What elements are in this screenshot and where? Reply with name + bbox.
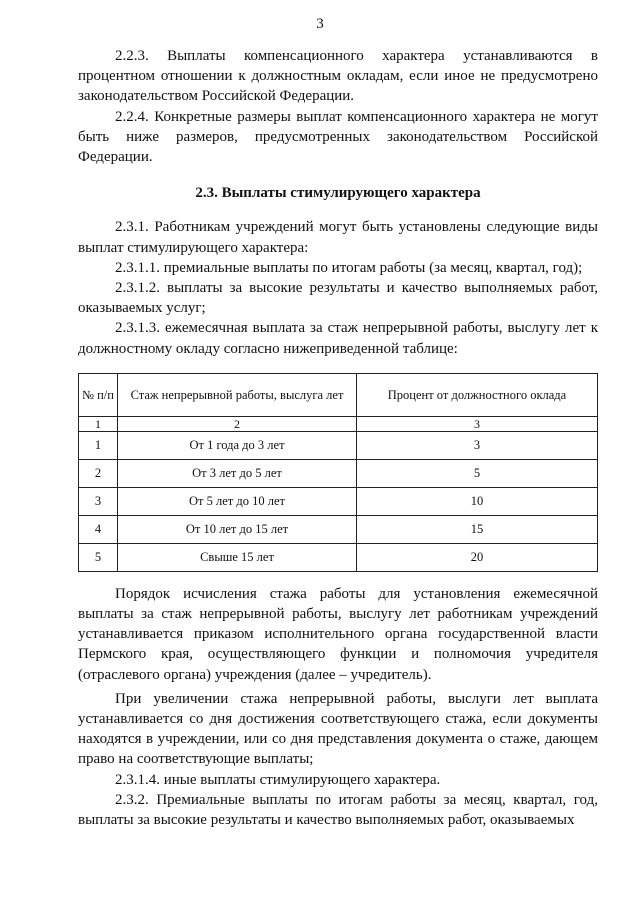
paragraph-2-2-4: 2.2.4. Конкретные размеры выплат компенсационного характера не могут быть ниже размеров, предусмотренных законодательством Российской Федерации. <box>78 108 598 166</box>
paragraph-seniority-increase: При увеличении стажа непрерывной работы, выслуги лет выплата устанавливается со дня достижения соответствующего стажа, если документы находятся в учреждении, или со дня представления документа о стаже, дающем право на соответствующие выплаты; <box>78 690 598 768</box>
paragraph-2-2-3: 2.2.3. Выплаты компенсационного характера устанавливаются в процентном отношении к должностным окладам, если иное не предусмотрено законодательством Российской Федерации. <box>78 48 598 105</box>
header-seniority: Стаж непрерывной работы, выслуга лет <box>118 373 357 416</box>
paragraph-2-3-1-3: 2.3.1.3. ежемесячная выплата за стаж непрерывной работы, выслугу лет к должностному окладу согласно нижеприведенной таблице: <box>78 320 598 357</box>
table-row <box>79 515 598 543</box>
table-cell: От 3 лет до 5 лет <box>118 459 357 487</box>
table-row <box>79 487 598 515</box>
table-cell: 1 <box>79 416 118 431</box>
paragraph-2-3-2: 2.3.2. Премиальные выплаты по итогам работы за месяц, квартал, год, выплаты за высокие результаты и качество выполняемых работ, оказываемых <box>78 791 598 829</box>
paragraph-seniority-order: Порядок исчисления стажа работы для установления ежемесячной выплаты за стаж непрерывной работы, выслугу лет работникам учреждений устанавливается приказом исполнительного органа государственной власти Пермского края, осуществляющего функции и полномочия учредителя (отраслевого органа) учреждения (далее – учредитель). <box>78 585 598 683</box>
table-row <box>79 543 598 571</box>
table-cell: От 5 лет до 10 лет <box>118 487 357 515</box>
seniority-table <box>78 373 598 572</box>
table-cell: 10 <box>357 487 598 515</box>
paragraph-2-3-1-2: 2.3.1.2. выплаты за высокие результаты и качество выполняемых работ, оказываемых услуг; <box>78 280 598 317</box>
table-cell: 2 <box>79 459 118 487</box>
table-cell: 3 <box>357 431 598 459</box>
table-cell: 4 <box>79 515 118 543</box>
table-cell: 3 <box>79 487 118 515</box>
table-row <box>79 459 598 487</box>
page-number: 3 <box>316 16 324 32</box>
table-cell: 5 <box>357 459 598 487</box>
table-cell: 15 <box>357 515 598 543</box>
table-cell: 5 <box>79 543 118 571</box>
table-cell: 1 <box>79 431 118 459</box>
paragraph-2-3-1-4: 2.3.1.4. иные выплаты стимулирующего характера. <box>115 771 441 788</box>
table-cell: От 1 года до 3 лет <box>118 431 357 459</box>
document-body <box>78 46 598 830</box>
table-row <box>79 431 598 459</box>
table-cell: 2 <box>118 416 357 431</box>
table-cell: От 10 лет до 15 лет <box>118 515 357 543</box>
paragraph-2-3-1: 2.3.1. Работникам учреждений могут быть установлены следующие виды выплат стимулирующего характера: <box>78 219 598 256</box>
header-percent: Процент от должностного оклада <box>357 373 598 416</box>
table-header-row <box>79 373 598 416</box>
paragraph-2-3-1-1: 2.3.1.1. премиальные выплаты по итогам работы (за месяц, квартал, год); <box>115 259 583 276</box>
section-heading: 2.3. Выплаты стимулирующего характера <box>195 185 481 202</box>
table-index-row <box>79 416 598 431</box>
table-cell: Свыше 15 лет <box>118 543 357 571</box>
header-number: № п/п <box>79 373 118 416</box>
table-cell: 3 <box>357 416 598 431</box>
table-cell: 20 <box>357 543 598 571</box>
